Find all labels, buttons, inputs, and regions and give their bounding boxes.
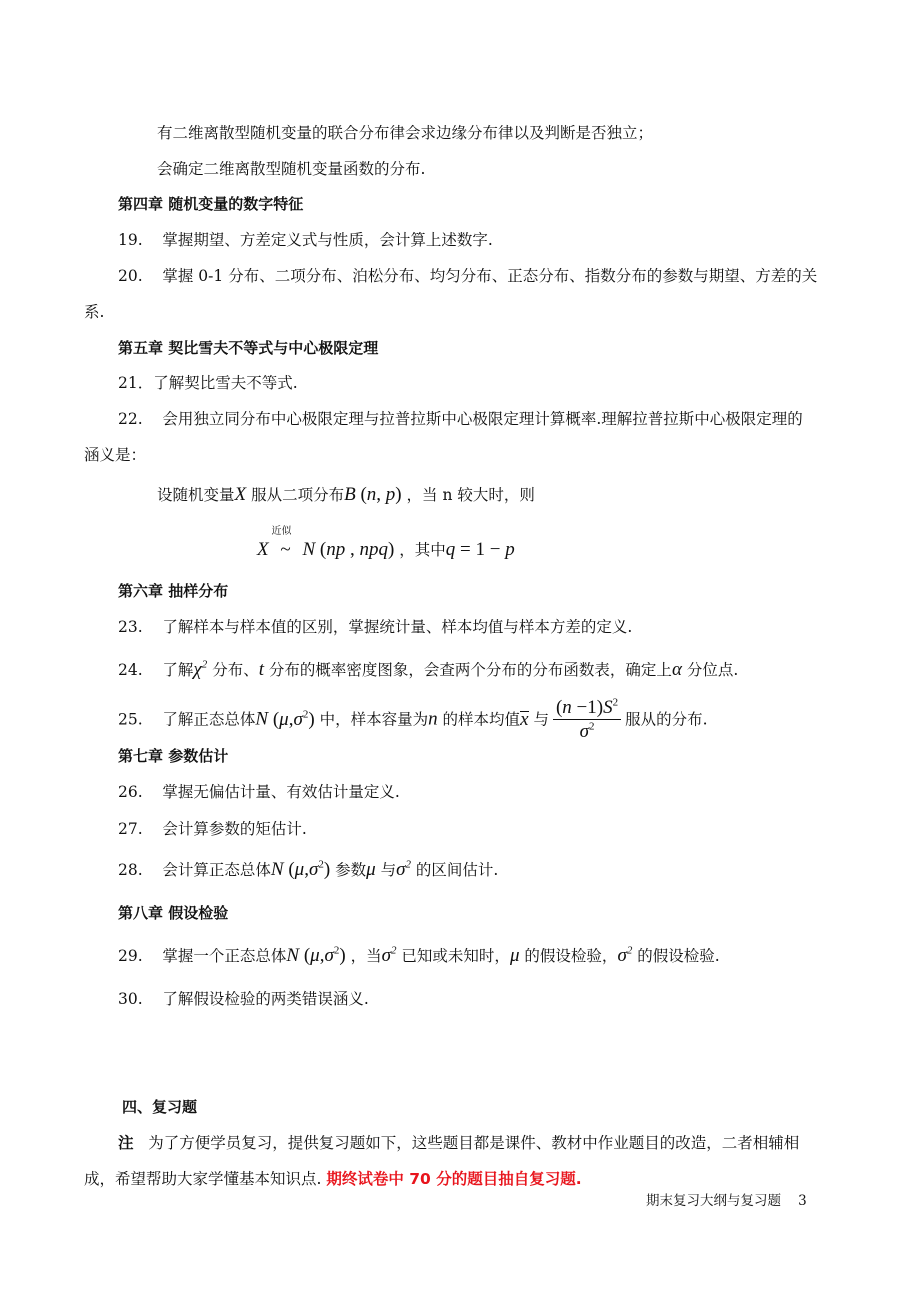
math-binomial-args: (n, p): [355, 484, 402, 505]
math-q-def-rhs: = 1 − p: [455, 539, 515, 560]
text-segment: ，其中: [399, 541, 446, 559]
item-number: 30.: [118, 990, 143, 1008]
item-text: 会用独立同分布中心极限定理与拉普拉斯中心极限定理计算概率.理解拉普拉斯中心极限定理的: [162, 410, 803, 428]
text-segment: 参数: [335, 861, 367, 879]
math-mu: μ: [366, 859, 376, 880]
chapter-4-heading: 第四章 随机变量的数字特征: [118, 195, 304, 213]
math-sigma-squared: $\sigma^2$: [617, 944, 633, 966]
item-number: 20.: [118, 267, 143, 285]
item-number: 25.: [118, 710, 143, 729]
item-text: 了解样本与样本值的区别，掌握统计量、样本均值与样本方差的定义.: [162, 618, 633, 636]
item-23: [118, 616, 632, 638]
text-segment: 分位点.: [686, 661, 739, 679]
math-normal-params: $(\mu,\sigma^2)$: [283, 858, 331, 880]
item-number: 28.: [118, 861, 143, 879]
math-binomial: B: [344, 484, 356, 505]
item-25: [118, 697, 708, 744]
chapter-7-heading: 第七章 参数估计: [118, 747, 229, 765]
item-number: 19.: [118, 231, 143, 249]
item-27: [118, 818, 307, 840]
item-text: 掌握无偏估计量、有效估计量定义.: [162, 783, 400, 801]
item-22-continuation: 涵义是：: [84, 446, 147, 464]
item-text: 掌握期望、方差定义式与性质，会计算上述数字.: [162, 231, 493, 249]
item-text: 掌握 0-1 分布、二项分布、泊松分布、均匀分布、正态分布、指数分布的参数与期望、方差的关: [162, 267, 818, 285]
chapter-8-heading: 第八章 假设检验: [118, 904, 229, 922]
math-sigma-squared: $\sigma^2$: [381, 944, 397, 966]
text-segment: 了解: [162, 661, 194, 679]
math-X: X: [234, 484, 247, 505]
item-20: [118, 265, 817, 287]
item-number: 24.: [118, 661, 143, 679]
math-chi-squared: $\chi^2$: [193, 658, 208, 680]
item-24: [118, 659, 738, 681]
math-normal-population: N: [255, 708, 269, 730]
text-segment: ，当 n 较大时，则: [406, 486, 535, 504]
item-number: 22.: [118, 410, 143, 428]
text-segment: ，当: [350, 947, 382, 965]
math-sample-variance-fraction: $\frac{(n -1)S^2}{\sigma^2}$: [553, 697, 621, 744]
page-footer: [646, 1190, 807, 1212]
item-20-continuation: 系.: [84, 303, 105, 321]
math-sigma-squared: $\sigma^2$: [396, 858, 411, 880]
section-4-note-continuation: [84, 1168, 582, 1190]
math-normal-params: $(\mu,\sigma^2)$: [299, 944, 346, 966]
item-26: [118, 781, 400, 803]
approx-label: 近似: [271, 526, 292, 537]
math-normal-params: $(\mu,\sigma^2)$: [268, 708, 315, 730]
math-q-def: q: [445, 539, 456, 560]
item-text: 了解假设检验的两类错误涵义.: [162, 990, 369, 1008]
math-X: X: [257, 539, 269, 560]
paragraph-function-distribution: 会确定二维离散型随机变量函数的分布.: [157, 160, 426, 178]
item-30: [118, 988, 369, 1010]
item-number: 26.: [118, 783, 143, 801]
note-text: 为了方便学员复习，提供复习题如下，这些题目都是课件、教材中作业题目的改造，二者相辅相: [148, 1134, 800, 1152]
item-number: 29.: [118, 947, 143, 965]
paragraph-joint-distribution: 有二维离散型随机变量的联合分布律会求边缘分布律以及判断是否独立；: [157, 124, 654, 142]
item-22-approx-formula: [257, 526, 515, 561]
text-segment: 分布、: [212, 661, 259, 679]
footer-title: 期末复习大纲与复习题: [646, 1193, 781, 1209]
section-4-heading: 四、复习题: [122, 1098, 198, 1116]
text-segment: 会计算正态总体: [162, 861, 271, 879]
math-normal-population: N: [270, 859, 284, 880]
math-t: t: [258, 659, 264, 680]
item-number: 23.: [118, 618, 143, 636]
text-segment: 服从二项分布: [251, 486, 345, 504]
item-number: 27.: [118, 820, 143, 838]
item-21: [118, 372, 298, 394]
text-segment: 的样本均值: [442, 710, 521, 729]
chapter-6-heading: 第六章 抽样分布: [118, 582, 229, 600]
math-alpha: α: [671, 659, 682, 680]
text-segment: 的假设检验.: [637, 947, 720, 965]
text-segment: 了解正态总体: [162, 710, 256, 729]
text-segment: 设随机变量: [157, 486, 235, 504]
chapter-5-heading: 第五章 契比雪夫不等式与中心极限定理: [118, 339, 379, 357]
text-segment: 服从的分布.: [625, 710, 708, 729]
item-22-binomial-statement: [157, 484, 535, 506]
item-22: [118, 408, 803, 430]
note-label: 注: [118, 1134, 134, 1152]
text-segment: 已知或未知时，: [401, 947, 510, 965]
math-normal: N: [302, 539, 316, 560]
text-segment: 分布的概率密度图象，会查两个分布的分布函数表，确定上: [268, 661, 672, 679]
note-highlight: 期终试卷中 70 分的题目抽自复习题.: [326, 1170, 582, 1188]
text-segment: 中，样本容量为: [319, 710, 429, 729]
item-29: [118, 945, 720, 967]
text-segment: 与: [533, 710, 549, 729]
page-number: 3: [798, 1193, 807, 1209]
item-19: [118, 229, 493, 251]
math-n: n: [428, 708, 438, 730]
note-text: 成，希望帮助大家学懂基本知识点.: [84, 1170, 322, 1188]
math-normal-args: (np , npq): [315, 539, 395, 560]
item-28: [118, 859, 498, 881]
math-x-bar: x: [520, 708, 529, 730]
approx-symbol: 近似 ~: [274, 539, 298, 561]
section-4-note: [118, 1132, 799, 1154]
text-segment: 掌握一个正态总体: [162, 947, 287, 965]
math-normal-population: N: [286, 945, 300, 966]
text-segment: 的区间估计.: [415, 861, 499, 879]
text-segment: 的假设检验，: [524, 947, 618, 965]
item-text: 了解契比雪夫不等式.: [153, 374, 298, 392]
item-number: 21．: [118, 374, 154, 392]
text-segment: 与: [380, 861, 397, 879]
math-mu: μ: [509, 945, 520, 966]
item-text: 会计算参数的矩估计.: [162, 820, 307, 838]
